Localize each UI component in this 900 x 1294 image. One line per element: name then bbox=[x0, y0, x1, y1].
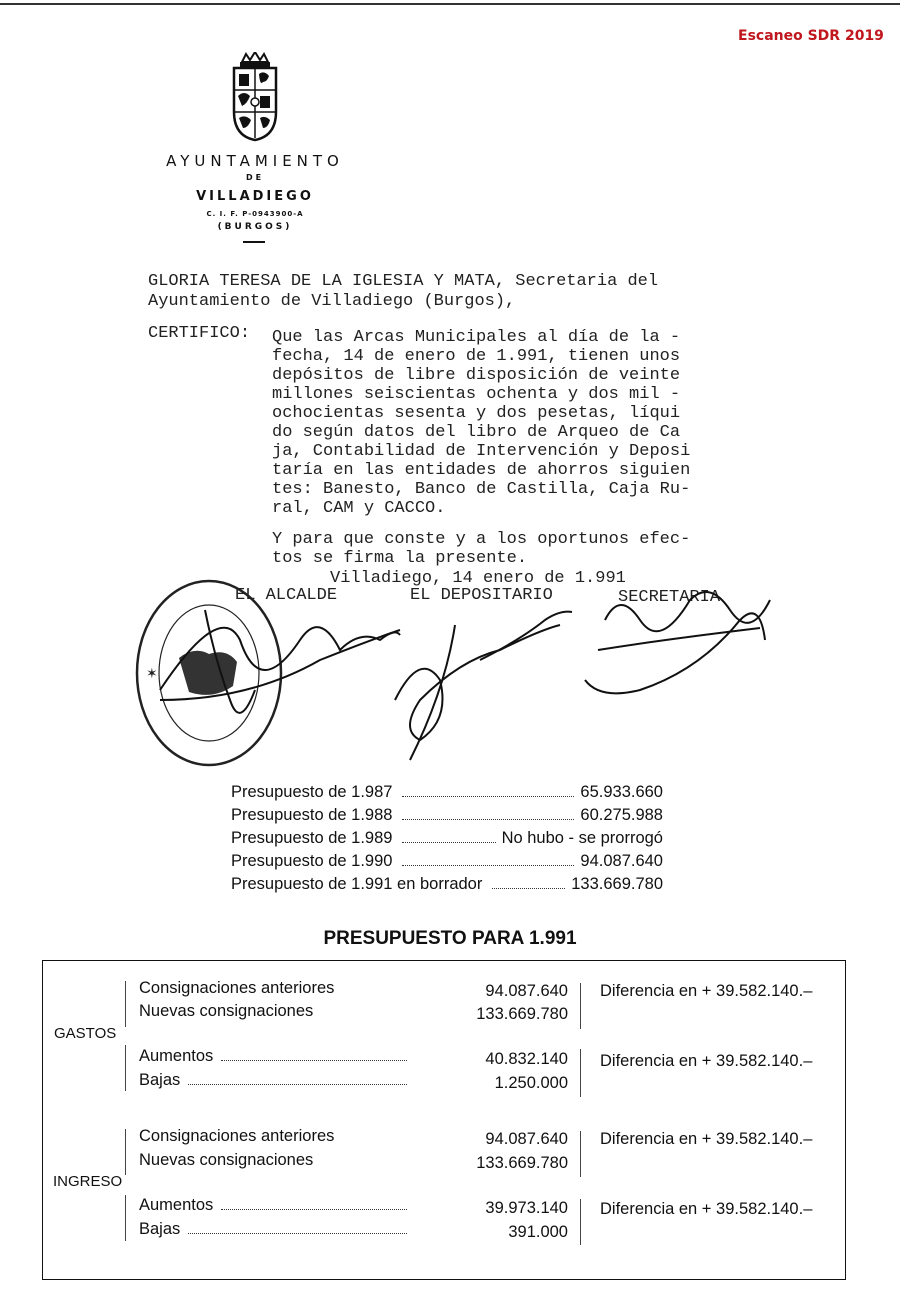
budget-label: Presupuesto de 1.988 bbox=[231, 806, 393, 824]
certificate-intro-line-1: GLORIA TERESA DE LA IGLESIA Y MATA, Secretaria del bbox=[148, 272, 659, 291]
budget-row bbox=[231, 829, 663, 851]
column-separator bbox=[580, 1199, 581, 1245]
column-separator bbox=[580, 1049, 581, 1097]
budget-label: Presupuesto de 1.991 en borrador bbox=[231, 875, 483, 893]
certificate-body-line: ochocientas sesenta y dos pesetas, líqui bbox=[272, 404, 681, 423]
gastos-cons-ant-value: 94.087.640 bbox=[485, 982, 568, 1000]
certificate-intro-line-2: Ayuntamiento de Villadiego (Burgos), bbox=[148, 292, 516, 311]
certificate-body-line: tes: Banesto, Banco de Castilla, Caja Ru- bbox=[272, 480, 691, 499]
place-date: Villadiego, 14 enero de 1.991 bbox=[330, 569, 626, 588]
gastos-cons-ant-label: Consignaciones anteriores bbox=[139, 979, 335, 997]
gastos-aumentos-label bbox=[139, 1047, 407, 1066]
bracket-line bbox=[125, 1195, 126, 1241]
letterhead-villadiego: VILLADIEGO bbox=[196, 189, 314, 204]
dot-leader bbox=[402, 841, 495, 843]
signature-label-depositario: EL DEPOSITARIO bbox=[410, 586, 553, 605]
scan-watermark: Escaneo SDR 2019 bbox=[738, 28, 884, 44]
column-separator bbox=[580, 983, 581, 1029]
certifico-label: CERTIFICO: bbox=[148, 324, 251, 343]
gastos-bajas-value: 1.250.000 bbox=[494, 1074, 568, 1092]
dot-leader bbox=[188, 1232, 407, 1234]
certificate-body-line: ral, CAM y CACCO. bbox=[272, 499, 446, 518]
dot-leader bbox=[221, 1059, 407, 1061]
ingreso-nuevas-label: Nuevas consignaciones bbox=[139, 1151, 314, 1169]
ingreso-cons-ant-label: Consignaciones anteriores bbox=[139, 1127, 335, 1145]
official-seal-icon bbox=[134, 578, 284, 768]
budget-value: 94.087.640 bbox=[580, 852, 663, 870]
closing-line-2: tos se firma la presente. bbox=[272, 549, 528, 568]
gastos-aumentos-value: 40.832.140 bbox=[485, 1050, 568, 1068]
ingreso-aumentos-value: 39.973.140 bbox=[485, 1199, 568, 1217]
ingreso-label: INGRESO bbox=[53, 1173, 123, 1190]
signature-label-alcalde: EL ALCALDE bbox=[235, 586, 338, 605]
budget-table bbox=[42, 960, 846, 1280]
svg-text:✶: ✶ bbox=[146, 666, 158, 682]
ingreso-nuevas-value: 133.669.780 bbox=[476, 1154, 568, 1172]
ingreso-bajas-label bbox=[139, 1220, 407, 1239]
gastos-nuevas-label: Nuevas consignaciones bbox=[139, 1002, 314, 1020]
certificate-body-line: fecha, 14 de enero de 1.991, tienen unos bbox=[272, 347, 681, 366]
dot-leader bbox=[402, 795, 574, 797]
gastos-diferencia-2: Diferencia en + 39.582.140.– bbox=[600, 1052, 813, 1070]
gastos-bajas-label bbox=[139, 1071, 407, 1090]
signature-label-secretaria: SECRETARIA bbox=[618, 588, 721, 607]
ingreso-bajas-value: 391.000 bbox=[508, 1223, 568, 1241]
letterhead-cif: C. I. F. P-0943900-A bbox=[206, 210, 304, 218]
budget-value: 60.275.988 bbox=[580, 806, 663, 824]
dot-leader bbox=[402, 818, 574, 820]
letterhead-ayuntamiento: AYUNTAMIENTO bbox=[166, 152, 344, 170]
closing-line-1: Y para que conste y a los oportunos efec- bbox=[272, 530, 691, 549]
coat-of-arms-icon bbox=[228, 52, 282, 142]
budget-label: Presupuesto de 1.987 bbox=[231, 783, 393, 801]
presupuesto-title: PRESUPUESTO PARA 1.991 bbox=[323, 928, 577, 949]
budget-value: 65.933.660 bbox=[580, 783, 663, 801]
bajas-text: Bajas bbox=[139, 1220, 181, 1238]
dot-leader bbox=[221, 1208, 407, 1210]
gastos-label: GASTOS bbox=[54, 1025, 117, 1042]
bracket-line bbox=[125, 1129, 126, 1175]
certificate-body-line: ja, Contabilidad de Intervención y Deposi bbox=[272, 442, 691, 461]
certificate-body-line: do según datos del libro de Arqueo de Ca bbox=[272, 423, 681, 442]
dot-leader bbox=[492, 887, 565, 889]
certificate-body-line: taría en las entidades de ahorros siguien bbox=[272, 461, 691, 480]
budget-row bbox=[231, 783, 663, 805]
budget-label: Presupuesto de 1.990 bbox=[231, 852, 393, 870]
ingreso-cons-ant-value: 94.087.640 bbox=[485, 1130, 568, 1148]
certificate-body-line: millones seiscientas ochenta y dos mil - bbox=[272, 385, 681, 404]
budget-row bbox=[231, 806, 663, 828]
gastos-diferencia-1: Diferencia en + 39.582.140.– bbox=[600, 982, 813, 1000]
budget-row bbox=[231, 852, 663, 874]
ingreso-aumentos-label bbox=[139, 1196, 407, 1215]
certificate-body-line: depósitos de libre disposición de veinte bbox=[272, 366, 681, 385]
certificate-body-line: Que las Arcas Municipales al día de la - bbox=[272, 328, 681, 347]
dot-leader bbox=[188, 1083, 407, 1085]
dot-leader bbox=[402, 864, 574, 866]
bracket-line bbox=[125, 981, 126, 1027]
bajas-text: Bajas bbox=[139, 1071, 181, 1089]
budget-value: 133.669.780 bbox=[571, 875, 663, 893]
ingreso-diferencia-1: Diferencia en + 39.582.140.– bbox=[600, 1130, 813, 1148]
budget-value: No hubo - se prorrogó bbox=[501, 829, 663, 847]
ingreso-diferencia-2: Diferencia en + 39.582.140.– bbox=[600, 1200, 813, 1218]
gastos-nuevas-value: 133.669.780 bbox=[476, 1005, 568, 1023]
column-separator bbox=[580, 1131, 581, 1177]
letterhead-province: (BURGOS) bbox=[217, 222, 293, 232]
bracket-line bbox=[125, 1045, 126, 1091]
aumentos-text: Aumentos bbox=[139, 1047, 214, 1065]
aumentos-text: Aumentos bbox=[139, 1196, 214, 1214]
letterhead-divider bbox=[243, 241, 265, 243]
scan-border-line bbox=[0, 3, 900, 5]
budget-label: Presupuesto de 1.989 bbox=[231, 829, 393, 847]
budget-row bbox=[231, 875, 663, 897]
letterhead-de: DE bbox=[245, 173, 265, 182]
